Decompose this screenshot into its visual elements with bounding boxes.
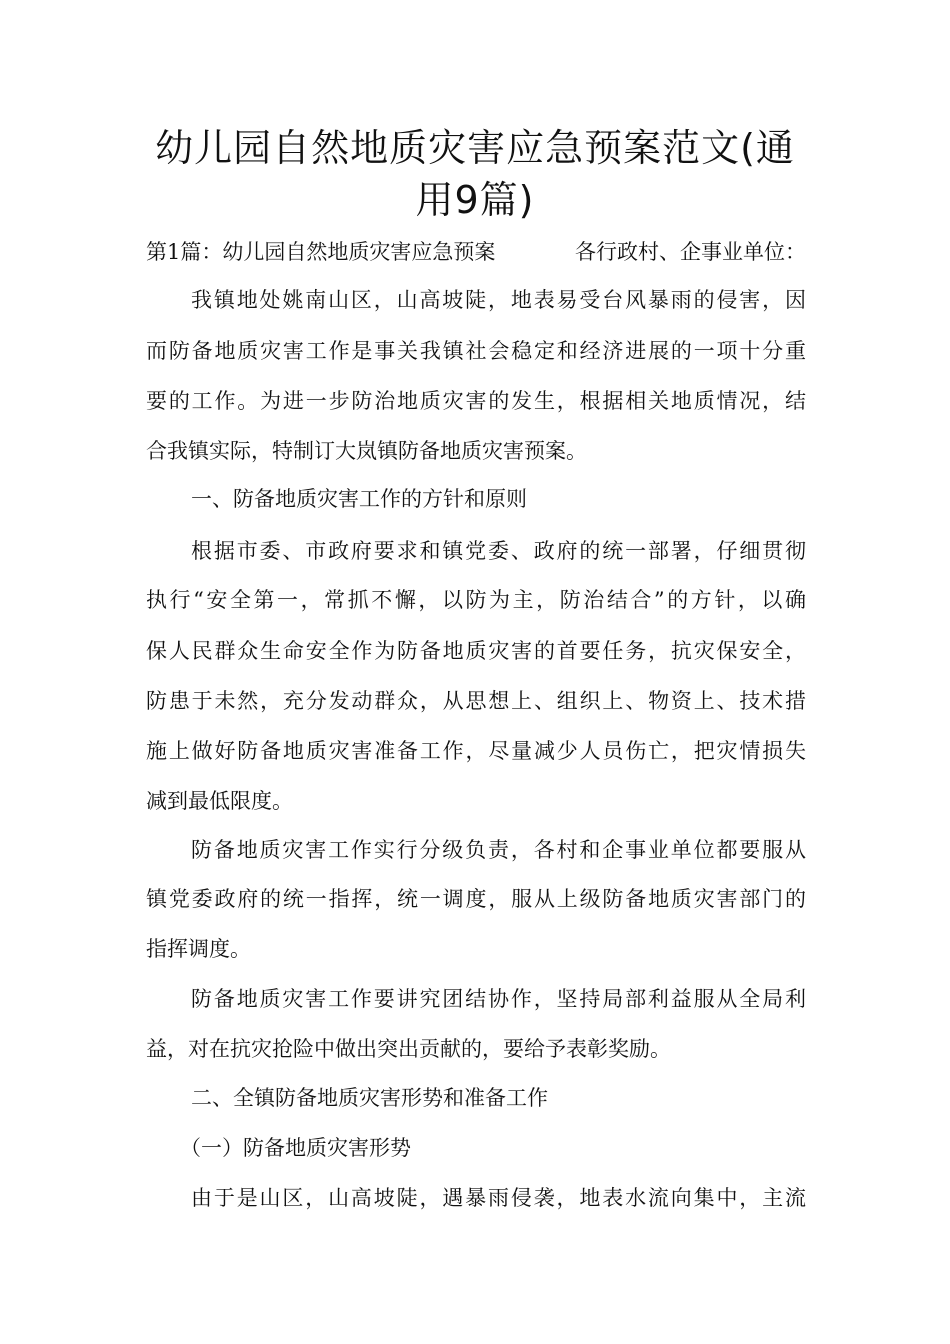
paragraph-line: 防备地质灾害工作实行分级负责，各村和企事业单位都要服从 <box>191 838 806 862</box>
paragraph-line: 减到最低限度。 <box>146 789 293 813</box>
paragraph-line: 要的工作。为进一步防治地质灾害的发生，根据相关地质情况，结 <box>146 389 806 413</box>
paragraph-line: 合我镇实际，特制订大岚镇防备地质灾害预案。 <box>146 439 587 463</box>
subsection-heading: （一）防备地质灾害形势 <box>180 1136 411 1160</box>
paragraph-line: 保人民群众生命安全作为防备地质灾害的首要任务，抗灾保安全， <box>146 639 806 663</box>
document-title <box>120 122 830 226</box>
paragraph-line: 由于是山区，山高坡陡，遇暴雨侵袭，地表水流向集中，主流 <box>191 1186 806 1210</box>
paragraph-line: 防备地质灾害工作要讲究团结协作，坚持局部利益服从全局利 <box>191 987 806 1011</box>
title-line-2: 用9篇) <box>415 178 535 222</box>
paragraph-line: 镇党委政府的统一指挥，统一调度，服从上级防备地质灾害部门的 <box>146 887 806 911</box>
paragraph-line: 我镇地处姚南山区，山高坡陡，地表易受台风暴雨的侵害，因 <box>191 288 806 312</box>
title-line-1: 幼儿园自然地质灾害应急预案范文(通 <box>155 126 795 170</box>
paragraph-line: 指挥调度。 <box>146 937 251 961</box>
paragraph-line: 而防备地质灾害工作是事关我镇社会稳定和经济进展的一项十分重 <box>146 339 806 363</box>
section-heading: 二、全镇防备地质灾害形势和准备工作 <box>191 1086 548 1110</box>
paragraph-line: 益，对在抗灾抢险中做出突出贡献的，要给予表彰奖励。 <box>146 1037 671 1061</box>
section-header-line <box>146 237 806 267</box>
paragraph-line: 执行“安全第一，常抓不懈，以防为主，防治结合”的方针，以确 <box>146 588 806 612</box>
paragraph-line: 施上做好防备地质灾害准备工作，尽量减少人员伤亡，把灾情损失 <box>146 739 806 763</box>
paragraph-line: 根据市委、市政府要求和镇党委、政府的统一部署，仔细贯彻 <box>191 539 806 563</box>
section-heading: 一、防备地质灾害工作的方针和原则 <box>191 487 527 511</box>
section-header: 第1篇：幼儿园自然地质灾害应急预案 <box>146 240 496 264</box>
salutation: 各行政村、企事业单位： <box>575 240 806 264</box>
paragraph-line: 防患于未然，充分发动群众，从思想上、组织上、物资上、技术措 <box>146 689 806 713</box>
